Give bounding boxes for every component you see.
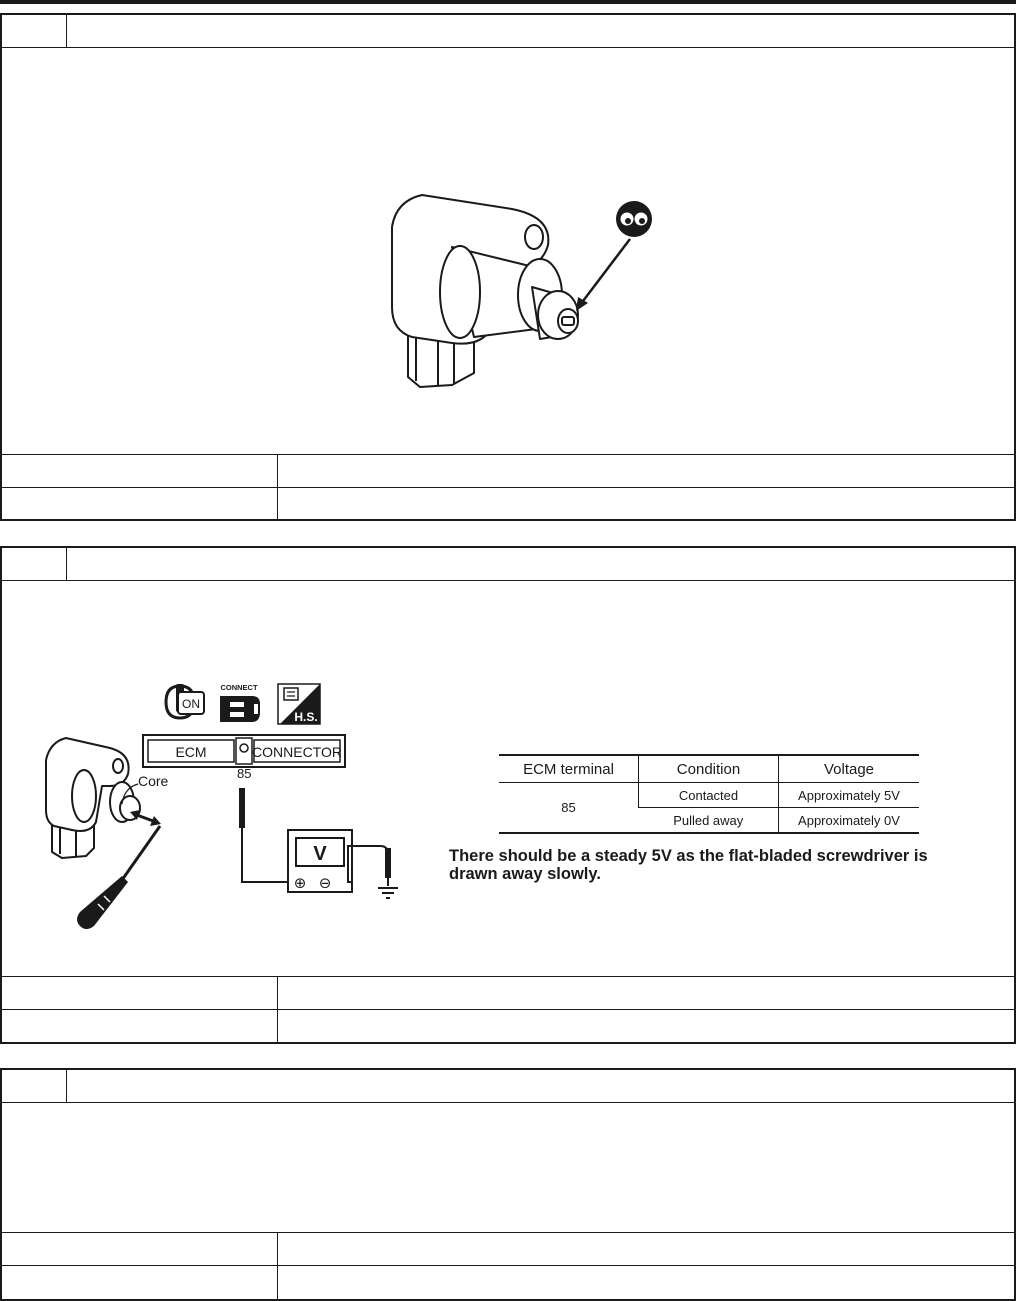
voltage-table: [499, 754, 919, 834]
procedure-box-1-header: [2, 15, 1014, 48]
icon-hs-label: H.S.: [294, 710, 318, 724]
procedure-box-1: [0, 13, 1016, 521]
inspection-note: There should be a steady 5V as the flat-bladed screwdriver is drawn away slowly.: [449, 847, 928, 883]
procedure-box-3: [0, 1068, 1016, 1301]
result-action: [279, 977, 1014, 1009]
result-action: [279, 1010, 1014, 1043]
result-action: [279, 488, 1014, 520]
connector-right-label: CONNECTOR: [252, 744, 342, 760]
table-header: ECM terminal: [499, 755, 639, 783]
ground-icon: [376, 884, 400, 904]
meter-label: V: [313, 843, 327, 865]
table-header: Condition: [639, 755, 779, 783]
result-label: [2, 488, 278, 520]
table-header: Voltage: [779, 755, 920, 783]
result-label: [2, 455, 278, 487]
eye-icon: [614, 199, 654, 239]
condition-cell: Pulled away: [639, 808, 779, 834]
screwdriver-icon: [40, 730, 180, 930]
connect-connector-icon: [214, 682, 264, 728]
meter-minus: ⊖: [318, 874, 332, 892]
result-row: [2, 1265, 1014, 1300]
core-label: Core: [138, 773, 169, 789]
step-title: [68, 1070, 1014, 1102]
step-number-cell: [2, 548, 67, 580]
procedure-box-3-header: [2, 1070, 1014, 1103]
step-title: [68, 548, 1014, 580]
result-label: [2, 1266, 278, 1300]
result-action: [279, 1233, 1014, 1265]
icon-connect-label: CONNECT: [220, 683, 258, 692]
page-top-rule: [0, 0, 1016, 4]
meter-plus: ⊕: [293, 874, 307, 892]
result-row: [2, 1009, 1014, 1043]
result-action: [279, 1266, 1014, 1300]
harness-side-icon: [276, 682, 322, 726]
connector-left-label: ECM: [175, 744, 207, 760]
voltage-cell: Approximately 0V: [779, 808, 920, 834]
table-row: [499, 783, 919, 808]
result-action: [279, 455, 1014, 487]
step-title: [68, 15, 1014, 47]
result-row: [2, 454, 1014, 487]
step-number-cell: [2, 1070, 67, 1102]
result-label: [2, 977, 278, 1009]
ignition-key-on-icon: [160, 682, 208, 722]
terminal-number-label: 85: [237, 766, 252, 781]
result-row: [2, 487, 1014, 520]
procedure-box-2-header: [2, 548, 1014, 581]
condition-cell: Contacted: [639, 783, 779, 808]
step-number-cell: [2, 15, 67, 47]
result-label: [2, 1010, 278, 1043]
terminal-cell: 85: [499, 783, 639, 834]
result-label: [2, 1233, 278, 1265]
result-row: [2, 976, 1014, 1009]
result-row: [2, 1232, 1014, 1265]
icon-on-label: ON: [182, 697, 200, 711]
voltage-cell: Approximately 5V: [779, 783, 920, 808]
